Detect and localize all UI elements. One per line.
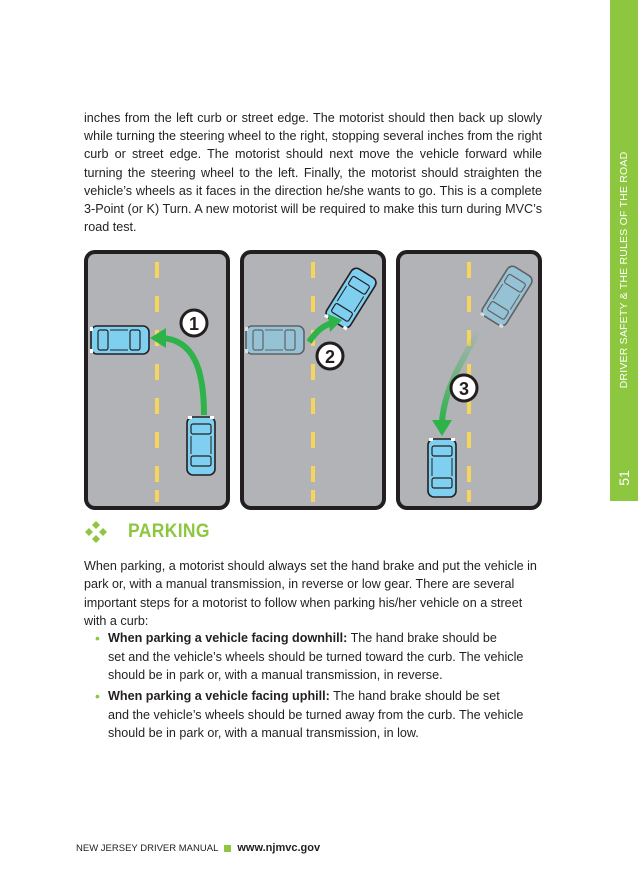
bullet-text: set and the vehicle’s wheels should be turned toward the curb. The vehicle [108, 649, 524, 664]
step-2-label: 2 [324, 347, 336, 367]
bullet-uphill [95, 687, 540, 743]
page-footer [76, 840, 320, 856]
four-diamonds-icon [84, 520, 108, 544]
car-icon [187, 416, 215, 475]
bullet-text: The hand brake should be set [329, 689, 500, 703]
bullet-text: should be in park or, with a manual transmission, in low. [108, 726, 419, 741]
diagram-panel-1 [86, 252, 228, 508]
bullet-text: The hand brake should be [347, 631, 497, 645]
step-3-label: 3 [458, 379, 470, 399]
bullet-dot-icon: • [95, 688, 100, 704]
bullet-text: should be in park or, with a manual transmission, in reverse. [108, 668, 443, 683]
footer-url-link[interactable]: www.njmvc.gov [237, 842, 321, 854]
three-point-turn-diagram [84, 250, 544, 510]
parking-title: PARKING [128, 521, 210, 542]
manual-name: NEW JERSEY DRIVER MANUAL [76, 842, 219, 854]
bullet-heading: When parking a vehicle facing downhill: [108, 631, 348, 645]
bullet-text: and the vehicle’s wheels should be turned away from the curb. The vehicle [108, 707, 524, 722]
bullet-dot-icon: • [95, 630, 100, 646]
bullet-heading: When parking a vehicle facing uphill: [108, 689, 330, 703]
parking-heading [84, 519, 217, 545]
intro-paragraph: inches from the left curb or street edge. The motorist should then back up slowly while turning the steering wheel to the right, stopping several inches from the right curb or street edge. The motorist should next move the vehicle forward while turning the steering wheel to the left. Finally, the motorist should straighten the vehicle’s wheels as it faces in the direction he/she wants to go. This is a complete 3-Point (or K) Turn. A new motorist will be required to make this turn during MVC’s road test. [84, 111, 542, 235]
side-section-tab [610, 0, 638, 501]
page-number: 51 [616, 470, 632, 486]
diagram-panel-2 [242, 252, 384, 508]
step-1-label: 1 [188, 314, 200, 334]
car-faded-icon [245, 326, 304, 354]
diagram-panel-3 [398, 252, 540, 508]
car-icon [90, 326, 149, 354]
parking-intro: When parking, a motorist should always set the hand brake and put the vehicle in park or, with a manual transmission, in reverse or low gear. There are several important steps for a motorist to follow when parking his/her vehicle on a street with a curb: [84, 559, 537, 628]
footer-square-icon [224, 845, 231, 852]
section-title: DRIVER SAFETY & THE RULES OF THE ROAD [618, 151, 630, 389]
bullet-downhill [95, 629, 540, 685]
car-icon [428, 438, 456, 497]
